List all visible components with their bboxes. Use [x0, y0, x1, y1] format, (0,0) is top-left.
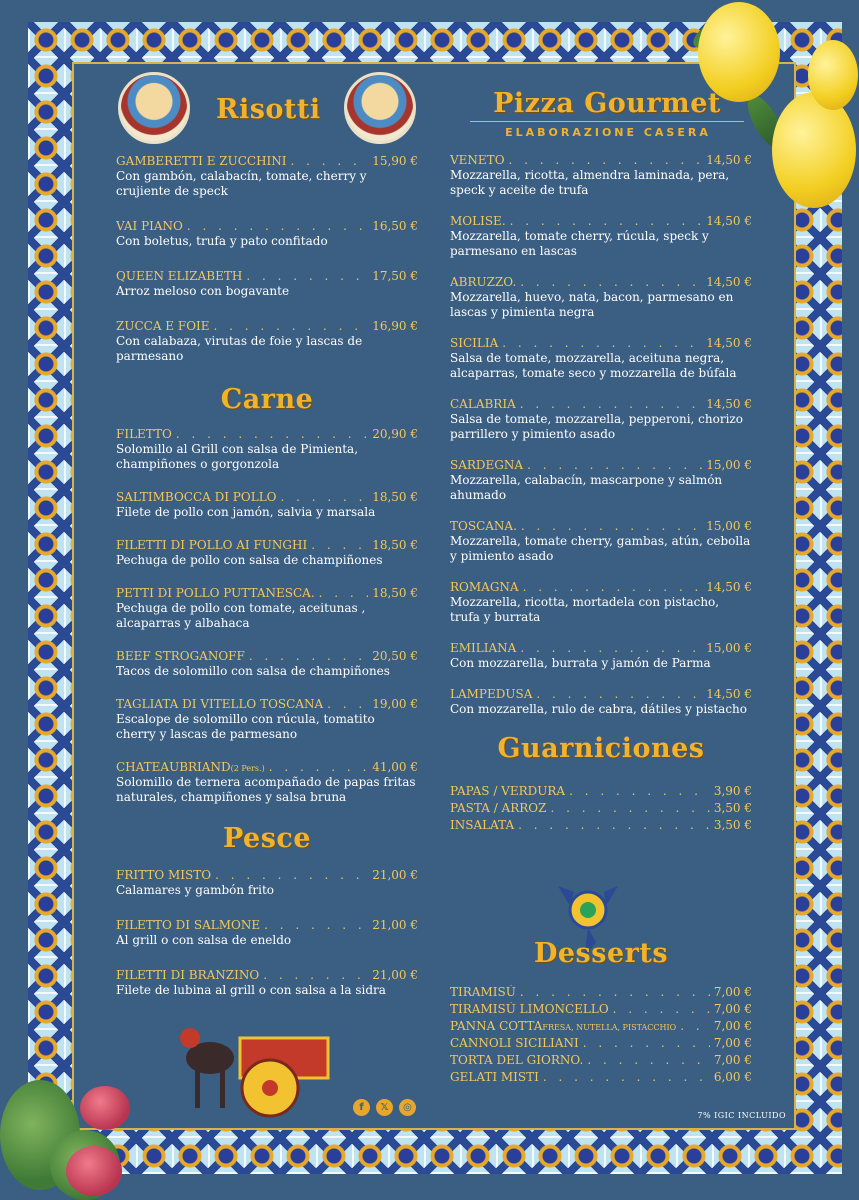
menu-item — [116, 697, 418, 742]
menu-item-name: BEEF STROGANOFF — [116, 649, 245, 663]
menu-item-name: GELATI MISTI — [450, 1070, 539, 1084]
sicilian-cart-image — [180, 1008, 335, 1120]
menu-item-note: FRESA, NUTELLA, PISTACCHIO — [542, 1023, 677, 1032]
menu-item-price: 7,00 € — [713, 1019, 752, 1033]
menu-item-description: Mozzarella, tomate cherry, rúcula, speck y parmesano en lascas — [450, 229, 709, 258]
menu-item-header — [450, 336, 752, 350]
menu-item-price: 3,50 € — [713, 801, 752, 815]
leader-dots — [246, 269, 368, 283]
menu-item-header — [450, 687, 752, 701]
menu-item — [450, 397, 752, 442]
leader-dots — [613, 1002, 710, 1016]
leader-dots — [264, 918, 368, 932]
prickly-pear-decoration — [80, 1086, 130, 1130]
menu-item-name: ZUCCA E FOIE — [116, 319, 210, 333]
menu-item-description: Al grill o con salsa de eneldo — [116, 933, 292, 947]
prickly-pear-decoration — [66, 1146, 122, 1196]
menu-item-description: Filete de lubina al grill o con salsa a la sidra — [116, 983, 386, 997]
lemon-decoration — [698, 2, 780, 102]
carne-list — [116, 427, 418, 805]
menu-item-price: 14,50 € — [706, 275, 752, 289]
menu-item-price: 21,00 € — [372, 868, 418, 882]
menu-item-description: Solomillo al Grill con salsa de Pimienta, champiñones o gorgonzola — [116, 442, 359, 471]
menu-item — [450, 687, 752, 717]
leader-dots — [187, 219, 368, 233]
leader-dots — [249, 649, 368, 663]
menu-item-price: 20,50 € — [372, 649, 418, 663]
menu-item-header — [450, 214, 752, 228]
menu-item-header — [116, 968, 418, 982]
leader-dots — [520, 641, 702, 655]
leader-dots — [319, 586, 369, 600]
menu-item-description: Tacos de solomillo con salsa de champiñones — [116, 664, 390, 678]
leader-dots — [583, 1036, 710, 1050]
menu-item-header — [450, 801, 752, 815]
menu-item-description: Con calabaza, virutas de foie y lascas de parmesano — [116, 334, 363, 363]
menu-item-price: 14,50 € — [706, 687, 752, 701]
menu-item — [116, 538, 418, 568]
leader-dots — [291, 154, 369, 168]
menu-item-description: Escalope de solomillo con rúcula, tomatito cherry y lascas de parmesano — [116, 712, 375, 741]
facebook-icon[interactable]: f — [353, 1099, 370, 1116]
leader-dots — [311, 538, 368, 552]
menu-item-description: Mozzarella, tomate cherry, gambas, atún, cebolla y pimiento asado — [450, 534, 751, 563]
menu-item-description: Con boletus, trufa y pato confitado — [116, 234, 328, 248]
menu-item-price: 21,00 € — [372, 968, 418, 982]
menu-item-price: 18,50 € — [372, 586, 418, 600]
menu-item-price: 3,90 € — [713, 784, 752, 798]
menu-item-header — [116, 868, 418, 882]
menu-item-header — [450, 1053, 752, 1067]
menu-item-header — [450, 641, 752, 655]
menu-item — [450, 818, 752, 832]
leader-dots — [543, 1070, 710, 1084]
leader-dots — [550, 801, 709, 815]
leader-dots — [523, 580, 703, 594]
tax-note: 7% IGIC INCLUIDO — [697, 1111, 786, 1120]
menu-item-price: 14,50 € — [706, 397, 752, 411]
menu-item-price: 41,00 € — [372, 760, 418, 774]
menu-item-price: 14,50 € — [706, 153, 752, 167]
pizza-title: Pizza Gourmet — [470, 88, 744, 122]
menu-item-price: 15,00 € — [706, 519, 752, 533]
leader-dots — [520, 275, 702, 289]
menu-item-description: Mozzarella, calabacín, mascarpone y salmón ahumado — [450, 473, 723, 502]
menu-item-price: 17,50 € — [372, 269, 418, 283]
menu-item-header — [450, 580, 752, 594]
menu-item — [450, 214, 752, 259]
menu-item-header — [450, 1002, 752, 1016]
menu-item-price: 21,00 € — [372, 918, 418, 932]
menu-item-name: FILETTI DI BRANZINO — [116, 968, 260, 982]
menu-item-header — [450, 1036, 752, 1050]
menu-item — [116, 219, 418, 249]
menu-item-description: Calamares y gambón frito — [116, 883, 274, 897]
menu-item-name: QUEEN ELIZABETH — [116, 269, 243, 283]
menu-item-price: 7,00 € — [713, 1002, 752, 1016]
menu-item-header — [116, 538, 418, 552]
leader-dots — [269, 760, 368, 774]
menu-item — [450, 985, 752, 999]
menu-item-name: FILETTI DI POLLO AI FUNGHI — [116, 538, 308, 552]
leader-dots — [587, 1053, 710, 1067]
menu-item-header — [116, 586, 418, 600]
menu-item-description: Pechuga de pollo con salsa de champiñones — [116, 553, 383, 567]
left-column — [116, 70, 418, 1018]
menu-item-description: Salsa de tomate, mozzarella, aceituna negra, alcaparras, tomate seco y mozzarella de búfala — [450, 351, 737, 380]
menu-item — [450, 519, 752, 564]
menu-item-name: FILETTO — [116, 427, 172, 441]
menu-item-header — [116, 427, 418, 441]
menu-item-header — [450, 275, 752, 289]
menu-item-header — [116, 918, 418, 932]
menu-item-price: 15,00 € — [706, 641, 752, 655]
menu-item — [450, 275, 752, 320]
menu-item-price: 7,00 € — [713, 1053, 752, 1067]
right-column — [450, 88, 752, 1087]
leader-dots — [520, 985, 710, 999]
leader-dots — [510, 214, 703, 228]
menu-item-price: 7,00 € — [713, 1036, 752, 1050]
menu-item-price: 16,90 € — [372, 319, 418, 333]
menu-item — [116, 319, 418, 364]
menu-item — [116, 154, 418, 199]
menu-item-header — [116, 319, 418, 333]
menu-item-description: Mozzarella, huevo, nata, bacon, parmesano en lascas y pimienta negra — [450, 290, 734, 319]
menu-item-name: VAI PIANO — [116, 219, 183, 233]
menu-item — [450, 1070, 752, 1084]
menu-item-description: Con mozzarella, burrata y jamón de Parma — [450, 656, 711, 670]
leader-dots — [569, 784, 710, 798]
menu-item — [116, 968, 418, 998]
menu-item — [450, 784, 752, 798]
menu-item — [116, 427, 418, 472]
desserts-list — [450, 985, 752, 1084]
menu-item-header — [450, 153, 752, 167]
leader-dots — [263, 968, 368, 982]
menu-item-price: 19,00 € — [372, 697, 418, 711]
menu-item-header — [450, 985, 752, 999]
menu-item — [116, 649, 418, 679]
menu-item-name: SARDEGNA — [450, 458, 524, 472]
menu-item-name: GAMBERETTI E ZUCCHINI — [116, 154, 287, 168]
menu-item-name: EMILIANA — [450, 641, 517, 655]
leader-dots — [520, 397, 702, 411]
leader-dots — [502, 336, 702, 350]
menu-item — [450, 1053, 752, 1067]
leader-dots — [536, 687, 702, 701]
menu-item-price: 6,00 € — [713, 1070, 752, 1084]
menu-item-description: Filete de pollo con jamón, salvia y marsala — [116, 505, 376, 519]
leader-dots — [327, 697, 368, 711]
menu-item-name: PETTI DI POLLO PUTTANESCA. — [116, 586, 315, 600]
leader-dots — [518, 818, 710, 832]
menu-item-note: (2 Pers.) — [230, 764, 265, 773]
menu-item-price: 7,00 € — [713, 985, 752, 999]
menu-item-header — [116, 269, 418, 283]
menu-item-name: CHATEAUBRIAND — [116, 760, 231, 774]
x-twitter-icon[interactable]: 𝕏 — [376, 1099, 393, 1116]
leader-dots — [176, 427, 368, 441]
menu-item-name: TIRAMISÚ — [450, 985, 516, 999]
menu-item-name: ROMAGNA — [450, 580, 519, 594]
leader-dots — [281, 490, 369, 504]
menu-item-price: 3,50 € — [713, 818, 752, 832]
lemon-decoration — [808, 40, 858, 110]
leader-dots — [527, 458, 702, 472]
menu-item-description: Mozzarella, ricotta, mortadela con pistacho, trufa y burrata — [450, 595, 720, 624]
menu-item-name: TORTA DEL GIORNO. — [450, 1053, 584, 1067]
menu-item-header — [116, 697, 418, 711]
menu-item-name: LAMPEDUSA — [450, 687, 533, 701]
menu-item-header — [116, 490, 418, 504]
menu-item-name: CANNOLI SICILIANI — [450, 1036, 579, 1050]
menu-item — [450, 458, 752, 503]
leader-dots — [509, 153, 703, 167]
menu-item-name: MOLISE. — [450, 214, 506, 228]
menu-item-name: VENETO — [450, 153, 505, 167]
menu-item-header — [116, 154, 418, 168]
menu-item-description: Solomillo de ternera acompañado de papas fritas naturales, champiñones y salsa bruna — [116, 775, 416, 804]
menu-item-header — [450, 397, 752, 411]
pizza-subtitle: ELABORAZIONE CASERA — [505, 126, 711, 139]
menu-item — [450, 153, 752, 198]
pizza-list — [450, 153, 752, 717]
desserts-title: Desserts — [533, 938, 669, 969]
menu-item-header — [450, 1019, 752, 1033]
menu-item — [116, 918, 418, 948]
leader-dots — [521, 519, 702, 533]
menu-item-name: INSALATA — [450, 818, 515, 832]
menu-item-header — [450, 1070, 752, 1084]
menu-item-header — [450, 818, 752, 832]
menu-item-price: 15,90 € — [372, 154, 418, 168]
menu-item-name: TIRAMISÚ LIMONCELLO — [450, 1002, 609, 1016]
menu-item-description: Con mozzarella, rulo de cabra, dátiles y pistacho — [450, 702, 747, 716]
menu-item-price: 18,50 € — [372, 490, 418, 504]
menu-item — [450, 1036, 752, 1050]
menu-item-name: FILETTO DI SALMONE — [116, 918, 261, 932]
menu-item-name: CALABRIA — [450, 397, 516, 411]
menu-item-name: ABRUZZO. — [450, 275, 517, 289]
menu-item-description: Arroz meloso con bogavante — [116, 284, 290, 298]
menu-item-price: 16,50 € — [372, 219, 418, 233]
menu-item — [450, 641, 752, 671]
menu-item-header — [450, 519, 752, 533]
menu-item — [116, 490, 418, 520]
menu-item-description: Salsa de tomate, mozzarella, pepperoni, chorizo parrillero y pimiento asado — [450, 412, 743, 441]
menu-item-name: PANNA COTTA — [450, 1019, 543, 1033]
menu-item — [450, 1002, 752, 1016]
menu-item-price: 14,50 € — [706, 580, 752, 594]
risotti-list — [116, 154, 418, 364]
menu-item-price: 15,00 € — [706, 458, 752, 472]
menu-item-name: PASTA / ARROZ — [450, 801, 547, 815]
menu-item — [116, 760, 418, 805]
menu-item-price: 14,50 € — [706, 336, 752, 350]
menu-item — [116, 269, 418, 299]
menu-item — [450, 801, 752, 815]
menu-item-name: SALTIMBOCCA DI POLLO — [116, 490, 277, 504]
menu-item-description: Pechuga de pollo con tomate, aceitunas , alcaparras y albahaca — [116, 601, 366, 630]
menu-item — [450, 580, 752, 625]
guarniciones-title: Guarniciones — [497, 733, 705, 764]
menu-item-price: 18,50 € — [372, 538, 418, 552]
menu-item-description: Con gambón, calabacín, tomate, cherry y crujiente de speck — [116, 169, 367, 198]
menu-item-price: 14,50 € — [706, 214, 752, 228]
menu-item-name: FRITTO MISTO — [116, 868, 212, 882]
menu-item-name: SICILIA — [450, 336, 499, 350]
pesce-title: Pesce — [222, 823, 312, 854]
menu-item-header — [450, 784, 752, 798]
menu-item-header — [116, 649, 418, 663]
leader-dots — [214, 319, 369, 333]
menu-item — [450, 1019, 752, 1033]
menu-item-header — [450, 458, 752, 472]
guarniciones-list — [450, 784, 752, 832]
menu-item-name: TOSCANA. — [450, 519, 517, 533]
menu-item-name: PAPAS / VERDURA — [450, 784, 566, 798]
menu-item-price: 20,90 € — [372, 427, 418, 441]
leader-dots — [680, 1019, 710, 1033]
carne-title: Carne — [220, 384, 314, 415]
pesce-list — [116, 868, 418, 998]
menu-item — [116, 868, 418, 898]
menu-item — [116, 586, 418, 631]
menu-item-header — [116, 760, 418, 774]
menu-item — [450, 336, 752, 381]
instagram-icon[interactable]: ◎ — [399, 1099, 416, 1116]
risotti-title: Risotti — [216, 94, 321, 125]
menu-item-description: Mozzarella, ricotta, almendra laminada, pera, speck y aceite de trufa — [450, 168, 730, 197]
menu-item-header — [116, 219, 418, 233]
leader-dots — [215, 868, 368, 882]
lemon-decoration — [772, 92, 856, 208]
menu-item-name: TAGLIATA DI VITELLO TOSCANA — [116, 697, 324, 711]
